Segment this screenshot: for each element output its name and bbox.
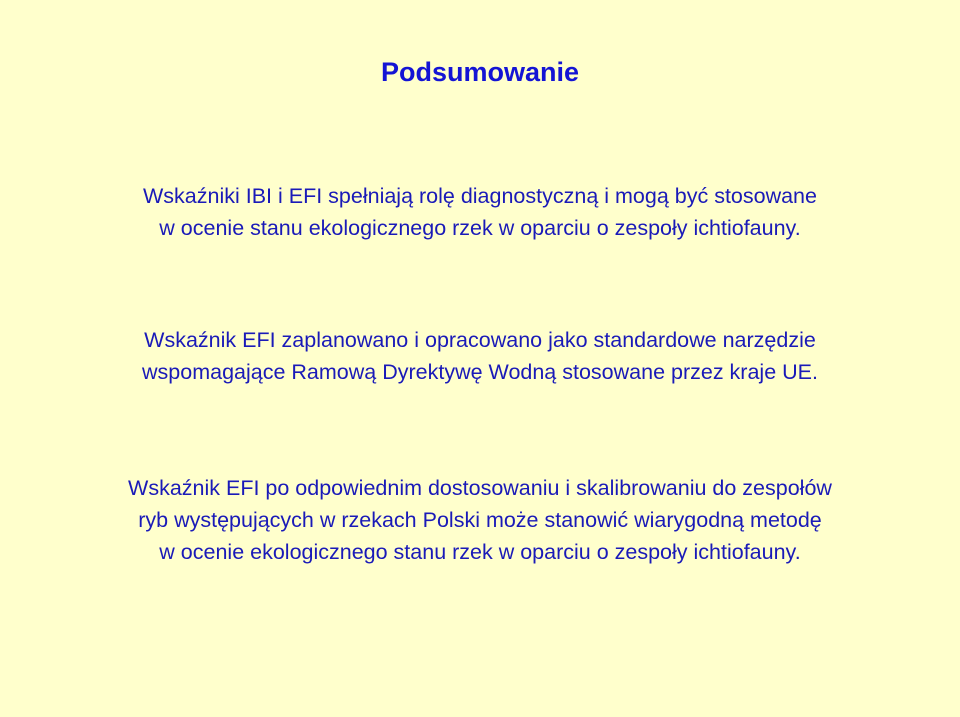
paragraph-line: w ocenie ekologicznego stanu rzek w oparciu o zespoły ichtiofauny.	[159, 540, 801, 564]
paragraph-line: Wskaźnik EFI zaplanowano i opracowano jako standardowe narzędzie	[144, 328, 816, 352]
slide-title: Podsumowanie	[380, 57, 580, 87]
paragraph-line: Wskaźnik EFI po odpowiednim dostosowaniu i skalibrowaniu do zespołów	[128, 476, 832, 500]
summary-paragraph-2	[0, 324, 960, 388]
paragraph-line: w ocenie stanu ekologicznego rzek w oparciu o zespoły ichtiofauny.	[159, 216, 801, 240]
summary-paragraph-3	[0, 472, 960, 568]
paragraph-line: Wskaźniki IBI i EFI spełniają rolę diagnostyczną i mogą być stosowane	[143, 184, 817, 208]
paragraph-line: ryb występujących w rzekach Polski może stanowić wiarygodną metodę	[138, 508, 822, 532]
summary-paragraph-1	[0, 180, 960, 244]
paragraph-line: wspomagające Ramową Dyrektywę Wodną stosowane przez kraje UE.	[142, 360, 818, 384]
